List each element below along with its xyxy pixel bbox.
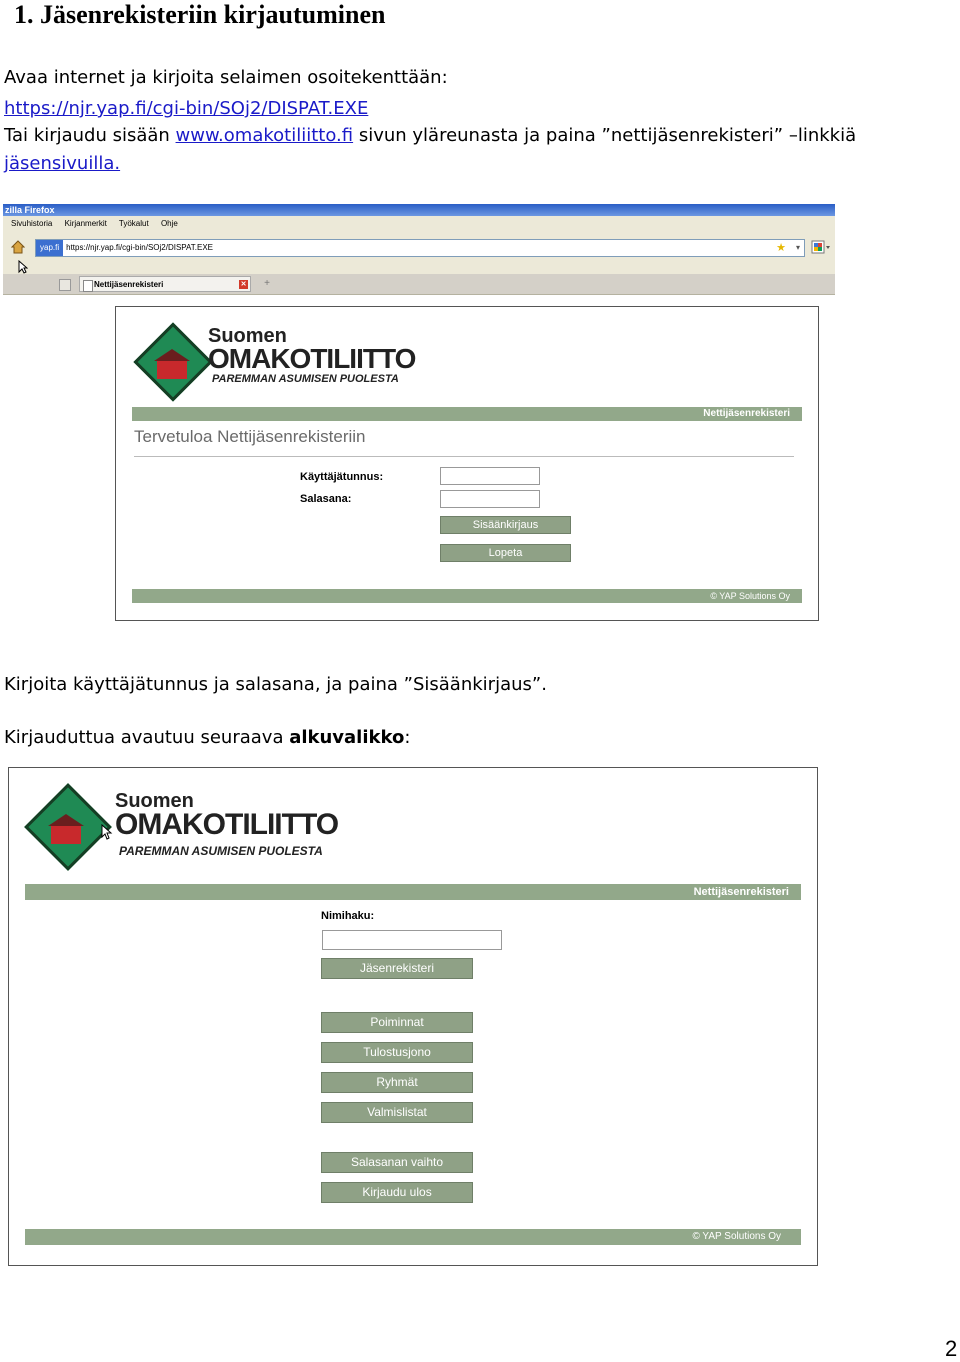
browser-menubar bbox=[3, 216, 835, 232]
menu-item-help[interactable]: Ohje bbox=[160, 219, 178, 228]
intro-url-line bbox=[4, 98, 368, 119]
member-register-button[interactable]: Jäsenrekisteri bbox=[321, 958, 473, 979]
logo-icon bbox=[138, 327, 208, 397]
instruction-menu-post: : bbox=[404, 727, 411, 748]
new-tab-icon[interactable]: + bbox=[264, 278, 270, 289]
print-queue-button[interactable]: Tulostusjono bbox=[321, 1042, 473, 1063]
logo-text-suomen: Suomen bbox=[208, 325, 287, 347]
intro-line-3 bbox=[4, 125, 856, 146]
login-panel bbox=[115, 306, 819, 621]
footer-bar: © YAP Solutions Oy bbox=[132, 589, 802, 603]
search-label: Nimihaku: bbox=[321, 910, 375, 922]
password-input[interactable] bbox=[440, 490, 540, 508]
njr-url-link[interactable]: https://njr.yap.fi/cgi-bin/SOj2/DISPAT.EXE bbox=[4, 98, 369, 119]
instruction-login: Kirjoita käyttäjätunnus ja salasana, ja paina ”Sisäänkirjaus”. bbox=[4, 674, 547, 695]
tab-close-icon[interactable]: ✕ bbox=[240, 281, 247, 288]
password-label: Salasana: bbox=[300, 493, 352, 505]
instruction-menu-bold: alkuvalikko bbox=[289, 727, 405, 748]
name-search-input[interactable] bbox=[322, 930, 502, 950]
tab-label: Nettijäsenrekisteri bbox=[94, 280, 164, 289]
intro-line-3-pre: Tai kirjaudu sisään bbox=[4, 125, 176, 146]
logo-text-suomen: Suomen bbox=[115, 790, 194, 812]
bookmark-star-icon[interactable]: ★ bbox=[776, 242, 786, 254]
groups-button[interactable]: Ryhmät bbox=[321, 1072, 473, 1093]
intro-line-3-post: sivun yläreunasta ja paina ”nettijäsenrekisteri” –linkkiä bbox=[353, 125, 857, 146]
tab-list-icon[interactable] bbox=[59, 279, 71, 291]
page-heading: 1. Jäsenrekisteriin kirjautuminen bbox=[14, 0, 386, 29]
home-icon[interactable] bbox=[11, 240, 25, 254]
site-identity-badge[interactable]: yap.fi bbox=[36, 240, 63, 256]
browser-navbar bbox=[3, 236, 835, 258]
browser-tabstrip bbox=[3, 274, 835, 294]
url-text: https://njr.yap.fi/cgi-bin/SOj2/DISPAT.EXE bbox=[66, 243, 213, 252]
instruction-menu bbox=[4, 727, 410, 748]
intro-line-4 bbox=[4, 153, 120, 174]
menu-item-history[interactable]: Sivuhistoria bbox=[11, 219, 53, 228]
tab-nettijasenrekisteri[interactable] bbox=[79, 276, 251, 292]
intro-line-1: Avaa internet ja kirjoita selaimen osoitekenttään: bbox=[4, 67, 448, 88]
welcome-title: Tervetuloa Nettijäsenrekisteriin bbox=[134, 427, 366, 446]
logo-icon bbox=[27, 786, 107, 866]
page-number: 2 bbox=[945, 1336, 958, 1361]
username-label: Käyttäjätunnus: bbox=[300, 471, 384, 483]
header-bar: Nettijäsenrekisteri bbox=[25, 884, 801, 900]
logo-text-slogan: PAREMMAN ASUMISEN PUOLESTA bbox=[212, 373, 399, 385]
mouse-cursor-icon bbox=[101, 824, 113, 845]
login-button[interactable]: Sisäänkirjaus bbox=[440, 516, 571, 534]
change-password-button[interactable]: Salasanan vaihto bbox=[321, 1152, 473, 1173]
selections-button[interactable]: Poiminnat bbox=[321, 1012, 473, 1033]
page-icon bbox=[83, 280, 93, 292]
logo-text-omakotiliitto: OMAKOTILIITTO bbox=[115, 808, 339, 841]
url-dropdown-icon[interactable]: ▾ bbox=[795, 243, 800, 252]
menu-item-bookmarks[interactable]: Kirjanmerkit bbox=[64, 219, 107, 228]
logo-text-slogan: PAREMMAN ASUMISEN PUOLESTA bbox=[119, 844, 323, 858]
menu-panel bbox=[8, 767, 818, 1266]
username-input[interactable] bbox=[440, 467, 540, 485]
browser-titlebar: zilla Firefox bbox=[3, 204, 835, 216]
omakotiliitto-link[interactable]: www.omakotiliitto.fi bbox=[175, 125, 354, 146]
url-bar[interactable] bbox=[35, 239, 805, 257]
logout-button[interactable]: Kirjaudu ulos bbox=[321, 1182, 473, 1203]
ready-lists-button[interactable]: Valmislistat bbox=[321, 1102, 473, 1123]
menu-item-tools[interactable]: Työkalut bbox=[118, 219, 149, 228]
jasensivut-link[interactable]: jäsensivuilla. bbox=[4, 153, 121, 174]
search-engine-icon[interactable] bbox=[811, 240, 831, 254]
logo-text-omakotiliitto: OMAKOTILIITTO bbox=[208, 343, 416, 374]
divider bbox=[134, 456, 794, 457]
footer-bar: © YAP Solutions Oy bbox=[25, 1229, 801, 1245]
browser-screenshot bbox=[3, 204, 835, 295]
header-bar: Nettijäsenrekisteri bbox=[132, 407, 802, 421]
quit-button[interactable]: Lopeta bbox=[440, 544, 571, 562]
instruction-menu-pre: Kirjauduttua avautuu seuraava bbox=[4, 727, 290, 748]
